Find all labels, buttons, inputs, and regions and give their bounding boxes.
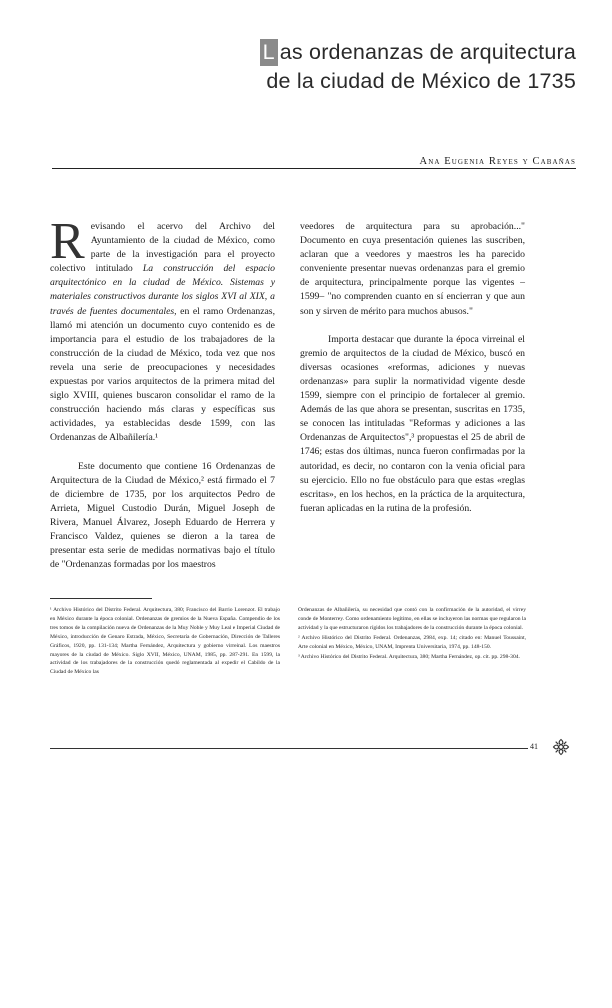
body-paragraph: veedores de arquitectura para su aprobación..." Documento en cuya presentación quienes las suscriben, aclaran que a veedores y maestros les ha parecido conveniente presentar nuevas ordenanzas para el gremio de arquitectura, principalmente porque las vigentes –1599– "no comprenden cuanto en sí encierran y que aun son y sirven de mérito para muchos abusos."	[300, 221, 525, 317]
title-line-1-rest: as ordenanzas de arquitectura	[279, 40, 576, 64]
footnote-1-continued: Ordenanzas de Albañilería, su necesidad que contó con la confirmación de la autoridad, el virrey conde de Monterrey. Como ordenamiento legítimo, en ellas se incluyeron las normas que regularon la actividad y la que estructuraron rígidos los trabajadores de la construcción durante la época colonial.	[298, 607, 526, 631]
footnote-2: ² Archivo Histórico del Distrito Federal. Ordenanzas, 2984, exp. 14; citado en: Manuel Toussaint, Arte colonial en México, México, UNAM, Imprenta Universitaria, 1974, pp. 148-150.	[298, 634, 526, 650]
author-name: Ana Eugenia Reyes y Cabañas	[419, 156, 576, 167]
body-column-left	[50, 213, 275, 572]
body-paragraph: Importa destacar que durante la época virreinal el gremio de arquitectos de la ciudad de México, buscó en diversas ocasiones «reformas, adiciones y nuevas ordenanzas» para suplir la normatividad vigente desde 1599, siempre con el principio de fortalecer al gremio. Además de las que ahora se presentan, suscritas en 1735, se conocen las intituladas "Reformas y adiciones a las Ordenanzas de Arquitectos",³ propuestas el 25 de abril de 1746; estas dos últimas, nunca fueron confirmadas por la autoridad, es decir, no contaron con la venia oficial para su ejercicio. Ello no fue obstáculo para que estas «reglas escritas», en los hechos, en la práctica de la arquitectura, fueran aplicadas en la rutina de la profesión.	[300, 333, 525, 514]
footnote-3: ³ Archivo Histórico del Distrito Federal. Arquitectura, 380; Martha Fernández, op. cit. pp. 298-304.	[298, 653, 520, 660]
body-paragraph: Este documento que contiene 16 Ordenanzas de Arquitectura de la Ciudad de México,² está firmado el 7 de diciembre de 1735, por los arquitectos Pedro de Arrieta, Miguel Custodio Durán, Miguel Joseph de Rivera, Manuel Álvarez, Joseph Eduardo de Herrera y Francisco Valdez, quienes se dieron a la tarea de presentar esta serie de medidas normativas bajo el título de "Ordenanzas formadas por los maestros	[50, 460, 275, 571]
author-rule	[52, 168, 576, 169]
title-line-1	[196, 38, 576, 67]
title-line-2: de la ciudad de México de 1735	[266, 69, 576, 93]
title-initial-box: L	[260, 39, 278, 66]
body-paragraph	[50, 213, 275, 446]
bottom-rule	[50, 748, 528, 749]
footnote-rule	[50, 598, 152, 599]
footnote-1: ¹ Archivo Histórico del Distrito Federal. Arquitectura, 380; Francisco del Barrio Lorenzot. El trabajo en México durante la época colonial. Ordenanzas de gremios de la Nueva España. Compendio de los tres tomos de la compilación nueva de Ordenanzas de la Muy Noble y Muy Leal e Imperial Ciudad de México, introducción de Genaro Estrada, México, Secretaría de Gobernación, Dirección de Talleres Gráficos, 1920, pp. 131-134; Martha Fernández, Arquitectura y gobierno virreinal. Los maestros mayores de la ciudad de México. Siglo XVII, México, UNAM, 1985, pp. 287-291. En 1599, la actividad de los trabajadores de la construcción quedó reglamentada al expedir el Cabildo de la Ciudad de México las	[50, 607, 280, 676]
project-title-italic: La construcción del espacio arquitectónico en la ciudad de México. Sistemas y materiales constructivos durante los siglos XVI al XIX, a través de fuentes documentales,	[50, 263, 275, 317]
article-title	[196, 38, 576, 96]
drop-cap: R	[50, 213, 85, 270]
footnotes-left	[50, 606, 280, 677]
body-text: en el ramo Ordenanzas, llamó mi atención un documento cuyo contenido es de importancia para el estudio de los trabajadores de la construcción de la ciudad de México, toda vez que nos revela una serie de preocupaciones y necesidades expuestas por varios arquitectos de la primera mitad del siglo XVIII, quienes buscaron consolidar el ramo de la construcción haciendo más claras y específicas sus actividades, ya establecidas desde 1599, con las Ordenanzas de Albañilería.¹	[50, 305, 275, 444]
page-number: 41	[530, 742, 538, 751]
body-text: evisando el acervo del Archivo del Ayuntamiento de la ciudad de México, como parte de la investigación para el proyecto colectivo intitulado	[50, 221, 275, 275]
footnotes-right	[298, 606, 526, 661]
body-column-right	[300, 220, 525, 516]
floral-ornament-icon	[551, 737, 571, 757]
